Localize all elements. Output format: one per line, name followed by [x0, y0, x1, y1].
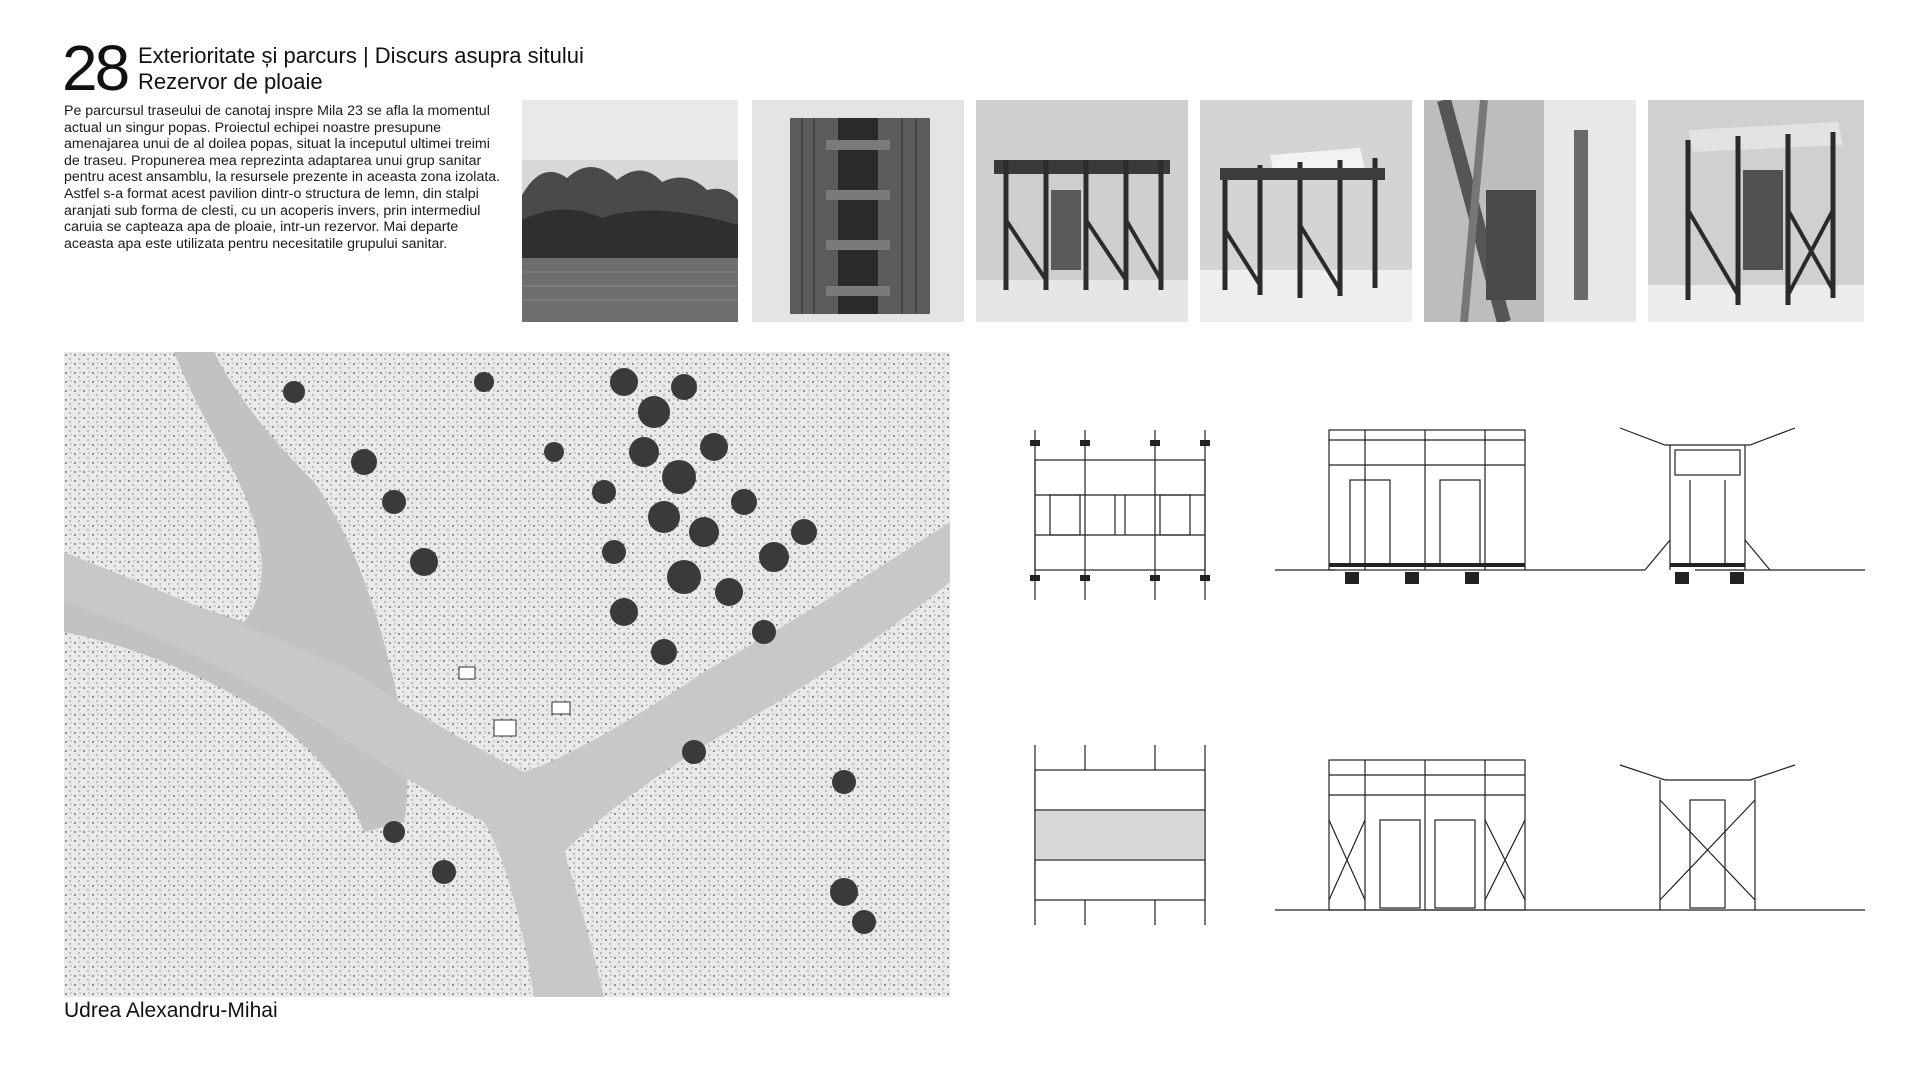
site-plan-drawing	[64, 352, 950, 997]
floor-plan-drawing	[1020, 420, 1230, 620]
page-title: Exterioritate și parcurs | Discurs asupra sitului	[138, 43, 584, 68]
photo-model-front	[976, 100, 1188, 322]
longitudinal-section-drawing	[1275, 420, 1865, 620]
page-number: 28	[62, 32, 128, 104]
photo-model-side	[1648, 100, 1864, 322]
photo-model-perspective	[1200, 100, 1412, 322]
project-description: Pe parcursul traseului de canotaj inspre Mila 23 se afla la momentul actual un singur popas. Proiectul echipei noastre presupune amenajarea unui de al doilea popas, situat la inceputul ultimei treimi de traseu. Propunerea mea reprezinta adaptarea unui grup sanitar pentru acest ansamblu, la resursele prezente in aceasta zona izolata. Astfel s-a format acest pavilion dintr-o structura de lemn, din stalpi aranjati sub forma de clesti, cu un acoperis invers, prin intermediul caruia se capteaza apa de ploaie, intr-un rezervor. Mai departe aceasta apa este utilizata pentru necesitatile grupului sanitar.	[64, 103, 501, 252]
page-subtitle: Rezervor de ploaie	[138, 69, 323, 94]
author-name: Udrea Alexandru-Mihai	[64, 999, 278, 1022]
photo-river-landscape	[522, 100, 738, 322]
elevation-drawing	[1275, 740, 1865, 930]
photo-wood-panel-model	[752, 100, 964, 322]
photo-model-detail	[1424, 100, 1636, 322]
roof-plan-drawing	[1020, 740, 1230, 930]
